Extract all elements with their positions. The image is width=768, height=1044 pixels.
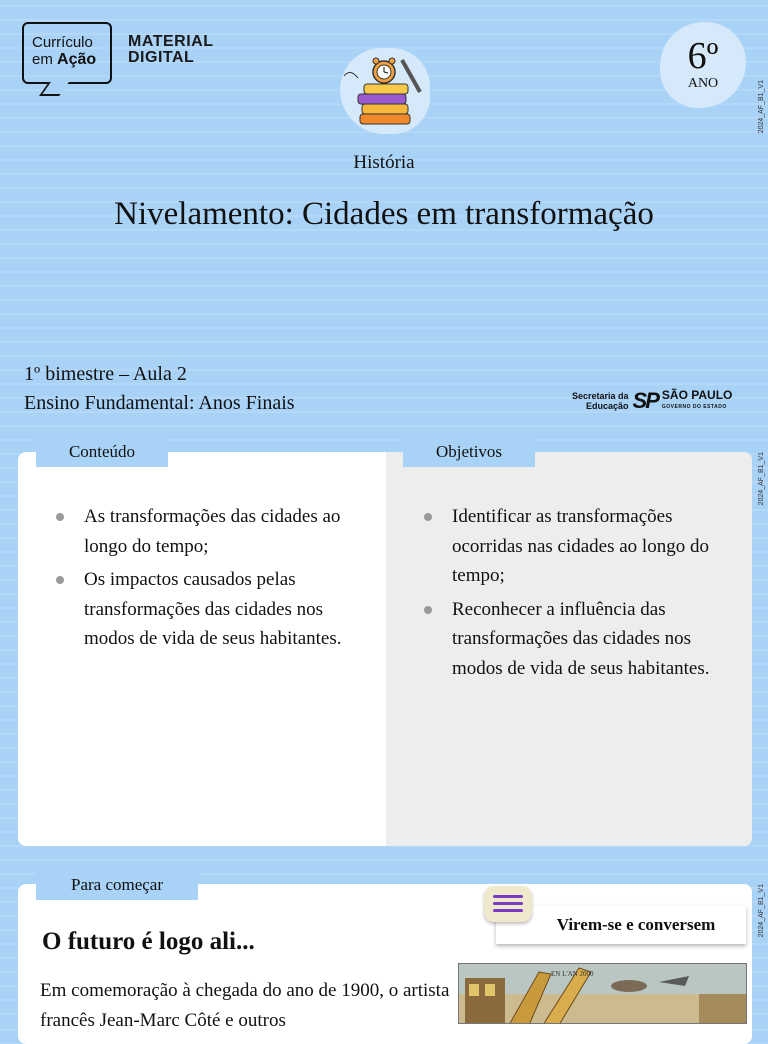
objetivos-list — [424, 502, 729, 687]
list-item: Reconhecer a influência das transformações das cidades nos modos de vida de seus habitantes. — [424, 595, 729, 684]
sao-paulo-name — [662, 389, 732, 413]
secretaria-line: Secretaria da — [572, 391, 629, 401]
virem-se-e-conversem-label: Virem-se e conversem — [496, 906, 746, 944]
list-item: Os impactos causados pelas transformações das cidades nos modos de vida de seus habitantes. — [56, 565, 356, 654]
list-item: As transformações das cidades ao longo do tempo; — [56, 502, 356, 561]
chat-line — [493, 902, 523, 905]
tab-objetivos: Objetivos — [403, 437, 535, 467]
sao-paulo-education-logo — [572, 388, 732, 414]
side-code-bottom: 2024_AF_B1_V1 — [758, 884, 765, 938]
future-illustration-svg — [459, 964, 747, 1024]
intro-paragraph: Em comemoração à chegada do ano de 1900, o artista francês Jean-Marc Côté e outros — [40, 980, 450, 1031]
conteudo-list — [56, 502, 356, 658]
logo-line2-prefix: em — [32, 51, 58, 68]
educacao-line: Educação — [586, 401, 629, 411]
material-line1: MATERIAL — [128, 33, 214, 50]
side-code-middle: 2024_AF_B1_V1 — [758, 452, 765, 506]
lesson-meta — [24, 360, 295, 418]
logo-speech-tail — [39, 82, 69, 96]
secretaria-text — [572, 391, 629, 411]
future-illustration-image — [458, 963, 747, 1024]
logo-line2 — [32, 51, 110, 68]
curriculo-em-acao-logo — [22, 22, 112, 84]
subject-label: História — [353, 152, 415, 173]
list-item: Identificar as transformações ocorridas nas cidades ao longo do tempo; — [424, 502, 729, 591]
chat-lines-icon — [484, 886, 532, 922]
books-clock-icon — [340, 48, 430, 134]
sao-paulo-text: SÃO PAULO — [661, 388, 733, 402]
image-caption: EN L'AN 2000 — [551, 970, 594, 978]
grade-badge — [660, 22, 746, 108]
logo-line1: Currículo — [32, 34, 93, 51]
sp-mark: SP — [632, 388, 658, 413]
chat-line — [493, 895, 523, 898]
governo-text: GOVERNO DO ESTADO — [661, 404, 727, 410]
books-clock-illustration — [340, 48, 430, 134]
chat-line — [493, 909, 523, 912]
tab-para-comecar: Para começar — [36, 870, 198, 900]
material-line2: DIGITAL — [128, 49, 195, 66]
material-digital-logo — [128, 34, 213, 66]
grade-label: ANO — [687, 76, 719, 91]
page-title: Nivelamento: Cidades em transformação — [114, 196, 654, 232]
tab-conteudo: Conteúdo — [36, 437, 168, 467]
grade-number: 6º — [687, 35, 719, 77]
section-heading: O futuro é logo ali... — [42, 928, 255, 955]
level-label: Ensino Fundamental: Anos Finais — [24, 392, 295, 414]
logo-line2-bold: Ação — [57, 51, 97, 68]
bimester-label: 1º bimestre – Aula 2 — [24, 363, 187, 385]
side-code-top: 2024_AF_B1_V1 — [758, 80, 765, 134]
